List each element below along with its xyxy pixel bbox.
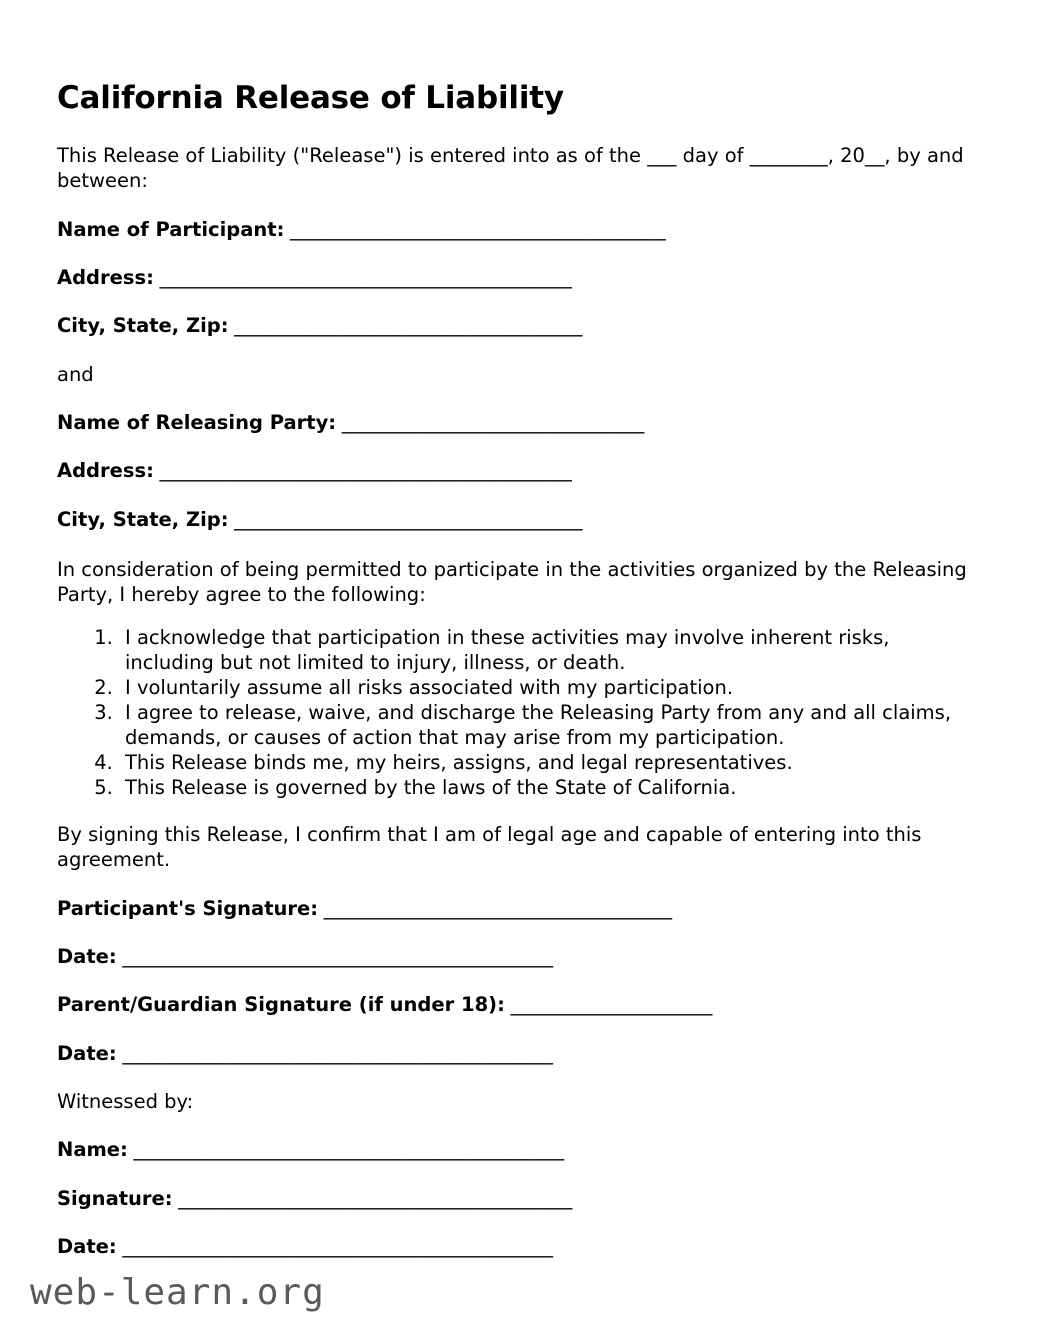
list-item: 2. I voluntarily assume all risks associated with my participation. <box>119 676 977 701</box>
field-label-releasing-party-name: Name of Releasing Party: <box>57 411 337 435</box>
field-participant-date <box>57 944 977 969</box>
field-blank-participant-city-state-zip[interactable]: ______________________________________ <box>234 314 582 338</box>
field-releasing-party-city-state-zip <box>57 507 977 532</box>
field-blank-witness-name[interactable]: _______________________________________________ <box>133 1138 564 1162</box>
field-label-releasing-party-city-state-zip: City, State, Zip: <box>57 507 229 531</box>
page-title: California Release of Liability <box>57 80 564 116</box>
field-label-witness-name: Name: <box>57 1138 128 1162</box>
field-witness-date <box>57 1234 977 1259</box>
field-participant-address <box>57 265 977 290</box>
field-releasing-party-address <box>57 458 977 483</box>
consideration-paragraph: In consideration of being permitted to participate in the activities organized by the Releasing Party, I hereby agree to the following: <box>57 558 967 607</box>
field-label-parent-guardian-signature: Parent/Guardian Signature (if under 18): <box>57 993 505 1017</box>
field-label-parent-guardian-date: Date: <box>57 1041 117 1065</box>
field-releasing-party-name <box>57 410 977 435</box>
field-blank-releasing-party-city-state-zip[interactable]: ______________________________________ <box>234 507 582 531</box>
field-label-witness-signature: Signature: <box>57 1186 173 1210</box>
field-participant-name <box>57 217 977 242</box>
field-participant-city-state-zip <box>57 313 977 338</box>
field-label-participant-name: Name of Participant: <box>57 217 285 241</box>
field-witness-signature <box>57 1186 977 1211</box>
field-blank-parent-guardian-signature[interactable]: ______________________ <box>510 993 712 1017</box>
witnessed-by-heading: Witnessed by: <box>57 1089 194 1113</box>
field-parent-guardian-signature <box>57 992 977 1017</box>
field-label-releasing-party-address: Address: <box>57 459 154 483</box>
list-item: 3. I agree to release, waive, and discharge the Releasing Party from any and all claims, demands, or causes of action that may arise from my participation. <box>119 701 977 751</box>
field-blank-participant-address[interactable]: _____________________________________________ <box>159 266 572 289</box>
field-blank-releasing-party-name[interactable]: _________________________________ <box>341 411 644 435</box>
field-blank-participant-signature[interactable]: ______________________________________ <box>323 896 672 920</box>
list-item: 1. I acknowledge that participation in these activities may involve inherent risks, including but not limited to injury, illness, or death. <box>119 626 977 676</box>
confirmation-paragraph: By signing this Release, I confirm that I am of legal age and capable of entering into this agreement. <box>57 822 922 871</box>
site-watermark: web-learn.org <box>30 1272 325 1313</box>
field-blank-witness-signature[interactable]: ___________________________________________ <box>178 1186 572 1210</box>
field-label-participant-date: Date: <box>57 944 117 968</box>
field-blank-participant-name[interactable]: _________________________________________ <box>290 217 666 241</box>
field-blank-releasing-party-address[interactable]: _____________________________________________ <box>159 459 572 483</box>
field-blank-parent-guardian-date[interactable]: _______________________________________________ <box>122 1041 553 1065</box>
field-label-participant-signature: Participant's Signature: <box>57 896 319 920</box>
terms-list <box>57 626 977 801</box>
field-blank-witness-date[interactable]: _______________________________________________ <box>122 1234 553 1258</box>
conjunction-and: and <box>57 362 94 386</box>
field-blank-participant-date[interactable]: _______________________________________________ <box>122 944 553 968</box>
list-item: 5. This Release is governed by the laws of the State of California. <box>119 776 977 801</box>
field-label-witness-date: Date: <box>57 1234 117 1258</box>
field-label-participant-city-state-zip: City, State, Zip: <box>57 314 229 338</box>
field-label-participant-address: Address: <box>57 266 154 289</box>
field-witness-name <box>57 1137 977 1162</box>
field-participant-signature <box>57 896 977 921</box>
intro-paragraph: This Release of Liability ("Release") is entered into as of the ___ day of ________, 20__, by and between: <box>57 143 964 192</box>
field-parent-guardian-date <box>57 1041 977 1066</box>
list-item: 4. This Release binds me, my heirs, assigns, and legal representatives. <box>119 751 977 776</box>
